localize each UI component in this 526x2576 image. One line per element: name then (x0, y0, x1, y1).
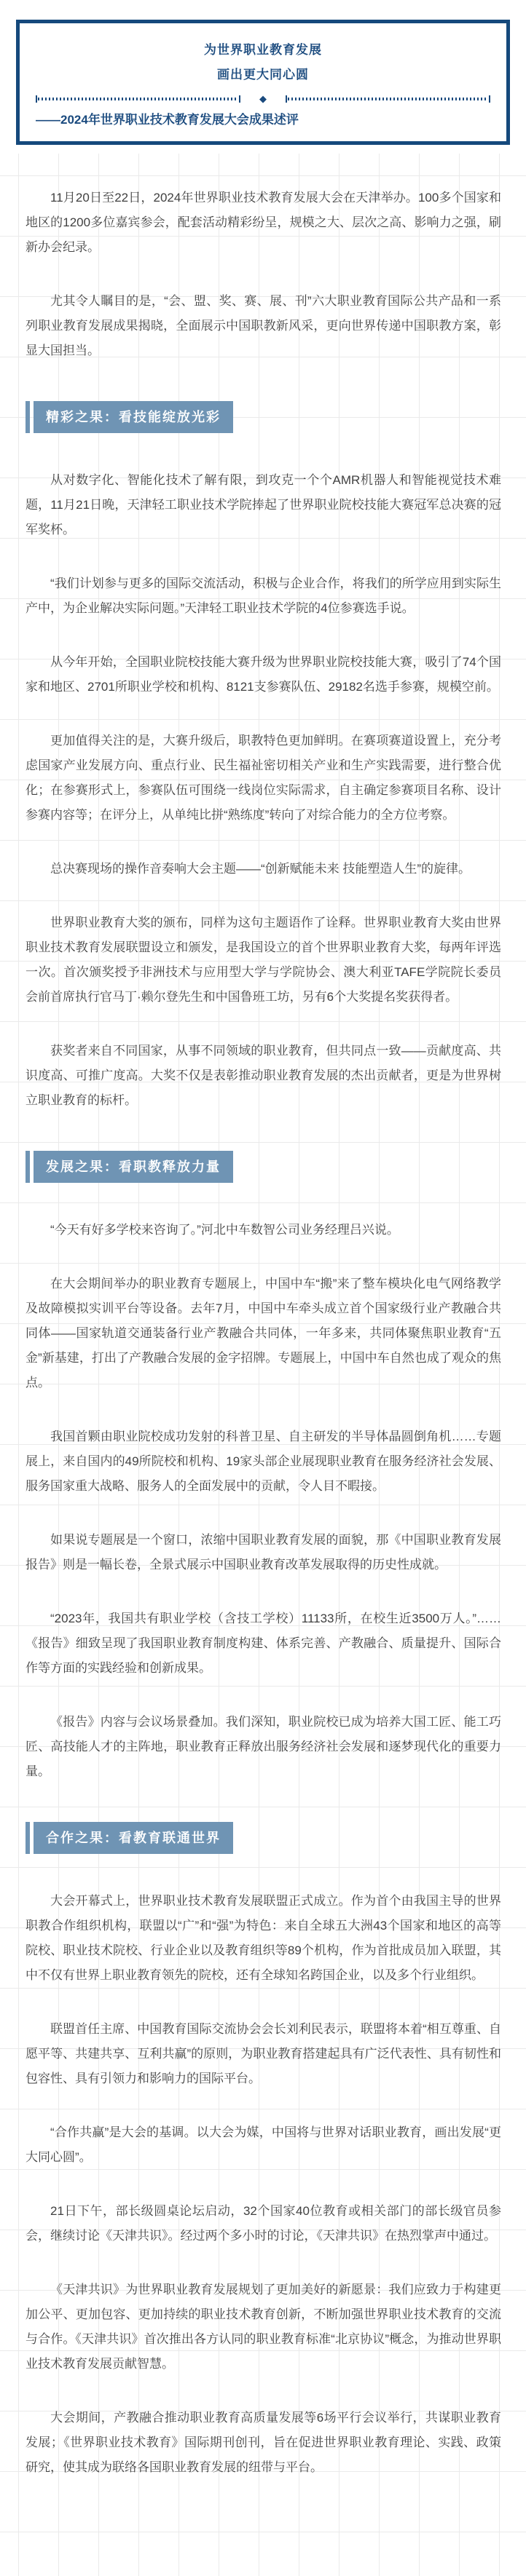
paragraph: “今天有好多学校来咨询了。”河北中车数智公司业务经理吕兴说。 (50, 1223, 399, 1237)
article-body (0, 154, 526, 2576)
paragraph: “我们计划参与更多的国际交流活动，积极与企业合作，将我们的所学应用到实际生产中，为企业解决实际问题。”天津轻工职业技术学院的4位参赛选手说。 (25, 576, 501, 615)
article-title-line2: 画出更大同心圆 (217, 68, 309, 82)
paragraph: 在大会期间举办的职业教育专题展上，中国中车“搬”来了整车模块化电气网络教学及故障模拟实训平台等设备。去年7月，中国中车牵头成立首个国家级行业产教融合共同体——国家轨道交通装备行业产教融合共同体，一年多来，共同体聚焦职业教育“五金”新基建，打出了产教融合发展的金字招牌。专题展上，中国中车自然也成了观众的焦点。 (25, 1277, 501, 1390)
paragraph: 11月20日至22日，2024年世界职业技术教育发展大会在天津举办。100多个国家和地区的1200多位嘉宾参会，配套活动精彩纷呈，规模之大、层次之高、影响力之强，刷新办会纪录。 (25, 191, 501, 254)
paragraph: 从今年开始，全国职业院校技能大赛升级为世界职业院校技能大赛，吸引了74个国家和地区、2701所职业学校和机构、8121支参赛队伍、29182名选手参赛，规模空前。 (25, 655, 501, 694)
diamond-icon: ◆ (259, 93, 267, 104)
heading-accent-bar (25, 1151, 30, 1183)
article-subtitle: ——2024年世界职业技术教育发展大会成果述评 (36, 113, 299, 127)
paragraph: 《报告》内容与会议场景叠加。我们深知，职业院校已成为培养大国工匠、能工巧匠、高技能人才的主阵地，职业教育正释放出服务经济社会发展和逐梦现代化的重要力量。 (25, 1715, 501, 1778)
paragraph: 更加值得关注的是，大赛升级后，职教特色更加鲜明。在赛项赛道设置上，充分考虑国家产业发展方向、重点行业、民生福祉密切相关产业和生产实践需要，进行整合优化；在参赛形式上，参赛队伍可围绕一线岗位实际需求，自主确定参赛项目名称、设计参赛内容等；在评分上，从单纯比拼“熟练度”转向了对综合能力的全方位考察。 (25, 734, 501, 822)
paragraph: 尤其令人瞩目的是，“会、盟、奖、赛、展、刊”六大职业教育国际公共产品和一系列职业教育发展成果揭晓，全面展示中国职教新风采，更向世界传递中国职教方案，彰显大国担当。 (25, 294, 501, 357)
section-heading (25, 1822, 501, 1854)
divider-dotted-line (288, 98, 488, 100)
paragraph: 世界职业教育大奖的颁布，同样为这句主题语作了诠释。世界职业教育大奖由世界职业技术教育发展联盟设立和颁发，是我国设立的首个世界职业教育大奖，每两年评选一次。首次颁奖授予非洲技术与应用型大学与学院协会、澳大利亚TAFE学院院长委员会前首席执行官马丁·赖尔登先生和中国鲁班工坊，另有6个大奖提名奖获得者。 (25, 916, 501, 1004)
paragraph: 大会开幕式上，世界职业技术教育发展联盟正式成立。作为首个由我国主导的世界职教合作组织机构，联盟以“广”和“强”为特色：来自全球五大洲43个国家和地区的高等院校、职业技术院校、行业企业以及教育组织等89个机构，作为首批成员加入联盟，其中不仅有世界上职业教育领先的院校，还有全球知名跨国企业，以及多个行业组织。 (25, 1894, 501, 1982)
paragraph: 《天津共识》为世界职业教育发展规划了更加美好的新愿景：我们应致力于构建更加公平、更加包容、更加持续的职业技术教育创新，不断加强世界职业技术教育的交流与合作。《天津共识》首次推出各方认同的职业教育标准“北京协议”概念，为推动世界职业技术教育发展贡献智慧。 (25, 2283, 501, 2371)
paragraph: “2023年，我国共有职业学校（含技工学校）11133所，在校生近3500万人。”……《报告》细致呈现了我国职业教育制度构建、体系完善、产教融合、质量提升、国际合作等方面的实践经验和创新成果。 (25, 1612, 501, 1675)
section-heading (25, 1151, 501, 1183)
title-divider (36, 94, 490, 103)
section-heading (25, 401, 501, 433)
divider-tick-icon (36, 95, 37, 103)
heading-accent-bar (25, 1822, 30, 1854)
paragraph: 总决赛现场的操作音奏响大会主题——“创新赋能未来 技能塑造人生”的旋律。 (50, 862, 471, 876)
divider-tick-icon (286, 95, 287, 103)
paragraph: “合作共赢”是大会的基调。以大会为媒，中国将与世界对话职业教育，画出发展“更大同心圆”。 (25, 2125, 501, 2164)
article-title-line1: 为世界职业教育发展 (204, 43, 322, 57)
paragraph: 21日下午，部长级圆桌论坛启动，32个国家40位教育或相关部门的部长级官员参会，继续讨论《天津共识》。经过两个多小时的讨论，《天津共识》在热烈掌声中通过。 (25, 2204, 501, 2243)
paragraph: 获奖者来自不同国家，从事不同领域的职业教育，但共同点一致——贡献度高、共识度高、可推广度高。大奖不仅是表彰推动职业教育发展的杰出贡献者，更是为世界树立职业教育的标杆。 (25, 1044, 501, 1107)
heading-label: 精彩之果：看技能绽放光彩 (34, 401, 233, 433)
paragraph: 大会期间，产教融合推动职业教育高质量发展等6场平行会议举行，共谋职业教育发展；《世界职业技术教育》国际期刊创刊，旨在促进世界职业教育理论、实践、政策研究，使其成为联络各国职业教育发展的纽带与平台。 (25, 2411, 501, 2474)
paragraph: 从对数字化、智能化技术了解有限，到攻克一个个AMR机器人和智能视觉技术难题，11月21日晚，天津轻工职业技术学院捧起了世界职业院校技能大赛冠军总决赛的冠军奖杯。 (25, 473, 501, 536)
heading-label: 发展之果：看职教释放力量 (34, 1151, 233, 1183)
paragraph: 联盟首任主席、中国教育国际交流协会会长刘利民表示，联盟将本着“相互尊重、自愿平等、共建共享、互利共赢”的原则，为职业教育搭建起具有广泛代表性、具有韧性和包容性、具有引领力和影响力的国际平台。 (25, 2022, 501, 2085)
divider-tick-icon (239, 95, 240, 103)
divider-tick-icon (489, 95, 490, 103)
paragraph: 我国首颗由职业院校成功发射的科普卫星、自主研发的半导体晶圆倒角机……专题展上，来自国内的49所院校和机构、19家头部企业展现职业教育在服务经济社会发展、服务国家重大战略、服务人的全面发展中的贡献，令人目不暇接。 (25, 1430, 501, 1493)
paragraph: 如果说专题展是一个窗口，浓缩中国职业教育发展的面貌，那《中国职业教育发展报告》则是一幅长卷，全景式展示中国职业教育改革发展取得的历史性成就。 (25, 1533, 501, 1572)
divider-dotted-line (38, 98, 238, 100)
heading-label: 合作之果：看教育联通世界 (34, 1822, 233, 1854)
heading-accent-bar (25, 401, 30, 433)
article-title-box (16, 20, 510, 145)
